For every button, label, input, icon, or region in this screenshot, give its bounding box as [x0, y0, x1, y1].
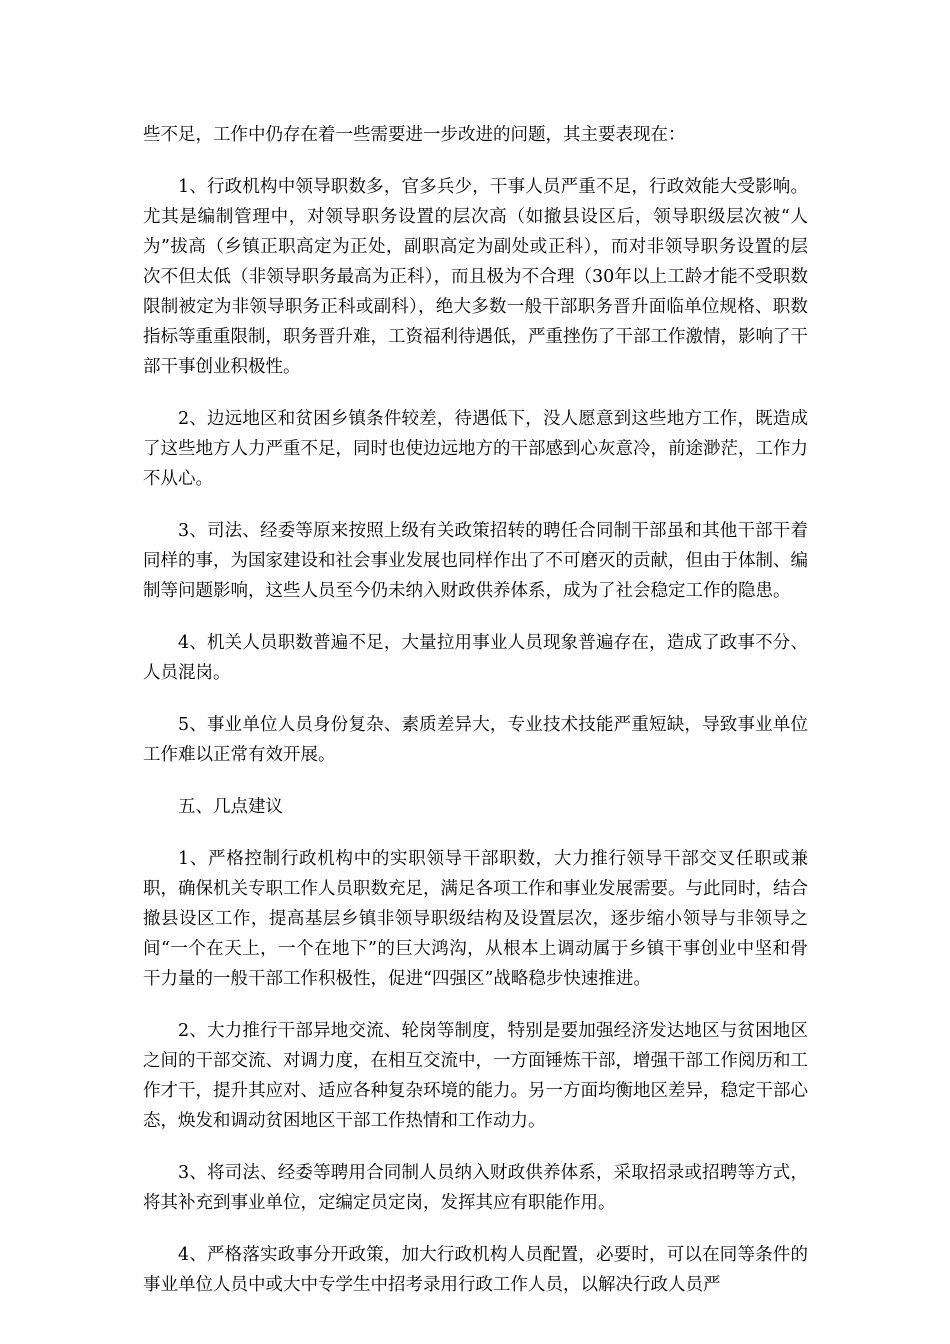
paragraph-issue-1: 1、行政机构中领导职数多，官多兵少，干事人员严重不足，行政效能大受影响。尤其是编制管理中，对领导职务设置的层次高（如撤县设区后，领导职级层次被“人为”拔高（乡镇正职高定为正处，副职高定为副处或正科），而对非领导职务设置的层次不但太低（非领导职务最高为正科），而且极为不合理（30年以上工龄才能不受职数限制被定为非领导职务正科或副科），绝大多数一般干部职务晋升面临单位规格、职数指标等重重限制，职务晋升难，工资福利待遇低，严重挫伤了干部工作激情，影响了干部干事创业积极性。	[143, 177, 808, 377]
document-page	[143, 120, 808, 1322]
paragraph-issue-4: 4、机关人员职数普遍不足，大量拉用事业人员现象普遍存在，造成了政事不分、人员混岗。	[143, 633, 808, 683]
paragraph-suggestion-4: 4、严格落实政事分开政策，加大行政机构人员配置，必要时，可以在同等条件的事业单位人员中或大中专学生中招考录用行政工作人员，以解决行政人员严	[143, 1245, 808, 1295]
section-heading: 五、几点建议	[178, 797, 283, 817]
paragraph-continuation: 些不足，工作中仍存在着一些需要进一步改进的问题，其主要表现在：	[143, 125, 686, 145]
paragraph-suggestion-2: 2、大力推行干部异地交流、轮岗等制度，特别是要加强经济发达地区与贫困地区之间的干部交流、对调力度，在相互交流中，一方面锤炼干部，增强干部工作阅历和工作才干，提升其应对、适应各种复杂环境的能力。另一方面均衡地区差异，稳定干部心态，焕发和调动贫困地区干部工作热情和工作动力。	[143, 1021, 808, 1131]
paragraph-suggestion-3: 3、将司法、经委等聘用合同制人员纳入财政供养体系，采取招录或招聘等方式，将其补充到事业单位，定编定员定岗，发挥其应有职能作用。	[143, 1163, 808, 1213]
paragraph-suggestion-1: 1、严格控制行政机构中的实职领导干部职数，大力推行领导干部交叉任职或兼职，确保机关专职工作人员职数充足，满足各项工作和事业发展需要。与此同时，结合撤县设区工作，提高基层乡镇非领导职级结构及设置层次，逐步缩小领导与非领导之间“一个在天上，一个在地下”的巨大鸿沟，从根本上调动属于乡镇干事创业中坚和骨干力量的一般干部工作积极性，促进“四强区”战略稳步快速推进。	[143, 849, 808, 989]
paragraph-issue-5: 5、事业单位人员身份复杂、素质差异大，专业技术技能严重短缺，导致事业单位工作难以正常有效开展。	[143, 715, 808, 765]
paragraph-issue-3: 3、司法、经委等原来按照上级有关政策招转的聘任合同制干部虽和其他干部干着同样的事，为国家建设和社会事业发展也同样作出了不可磨灭的贡献，但由于体制、编制等问题影响，这些人员至今仍未纳入财政供养体系，成为了社会稳定工作的隐患。	[143, 521, 808, 601]
paragraph-issue-2: 2、边远地区和贫困乡镇条件较差，待遇低下，没人愿意到这些地方工作，既造成了这些地方人力严重不足，同时也使边远地方的干部感到心灰意冷，前途渺茫，工作力不从心。	[143, 409, 808, 489]
